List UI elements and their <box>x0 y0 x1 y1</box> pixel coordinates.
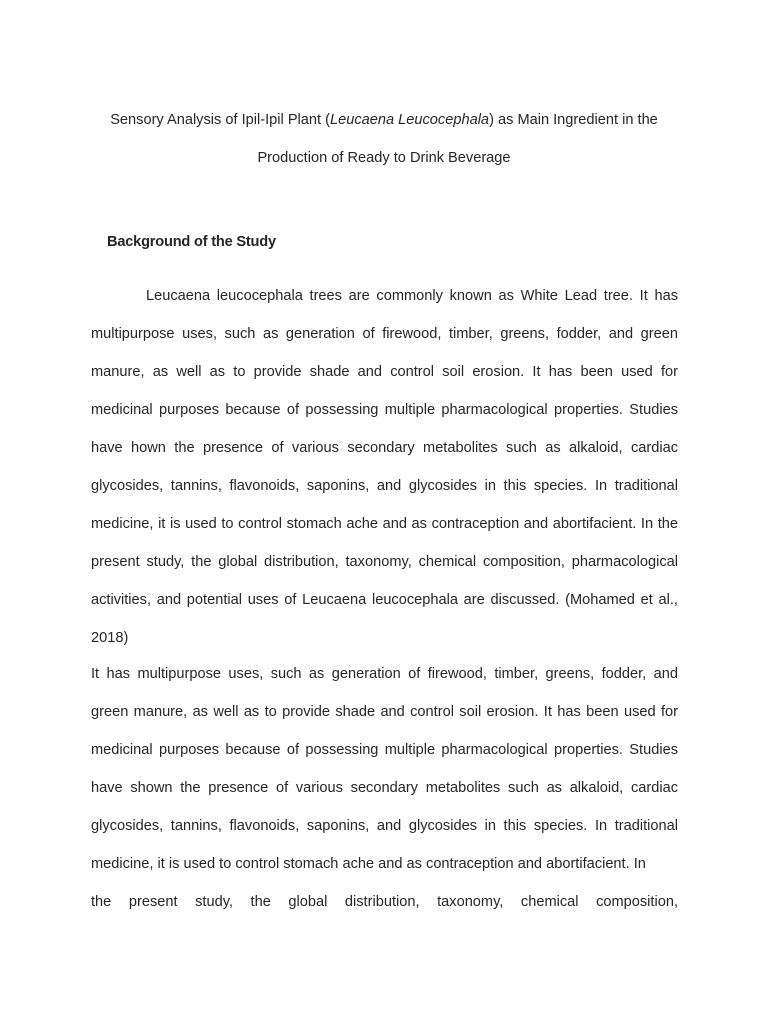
paragraph-2-text: It has multipurpose uses, such as generation of firewood, timber, greens, fodder, and green manure, as well as to provide shade and control soil erosion. It has been used for medicinal purposes because of possessing multiple pharmacological properties. Studies have shown the presence of various secondary metabolites such as alkaloid, cardiac glycosides, tannins, flavonoids, saponins, and glycosides in this species. In traditional medicine, it is used to control stomach ache and as contraception and abortifacient. In <box>91 666 678 872</box>
title-text-before: Sensory Analysis of Ipil-Ipil Plant ( <box>110 112 330 128</box>
title-line-2: Production of Ready to Drink Beverage <box>257 150 511 166</box>
paragraph-2-last-line: the present study, the global distribution, taxonomy, chemical composition, <box>91 894 678 910</box>
body-paragraph-1: Leucaena leucocephala trees are commonly known as White Lead tree. It has multipurpose uses, such as generation of firewood, timber, greens, fodder, and green manure, as well as to provide shade and control soil erosion. It has been used for medicinal purposes because of possessing multiple pharmacological properties. Studies have hown the presence of various secondary metabolites such as alkaloid, cardiac glycosides, tannins, flavonoids, saponins, and glycosides in this species. In traditional medicine, it is used to control stomach ache and as contraception and abortifacient. In the present study, the global distribution, taxonomy, chemical composition, pharmacological activities, and potential uses of Leucaena leucocephala are discussed. (Mohamed et al., 2018) <box>91 288 678 646</box>
document-title <box>0 101 768 177</box>
title-text-after: ) as Main Ingredient in the <box>489 112 658 128</box>
title-species-italic: Leucaena Leucocephala <box>330 112 490 128</box>
title-line-1 <box>0 101 768 139</box>
body-paragraph-2 <box>91 655 678 921</box>
section-heading: Background of the Study <box>107 234 276 250</box>
